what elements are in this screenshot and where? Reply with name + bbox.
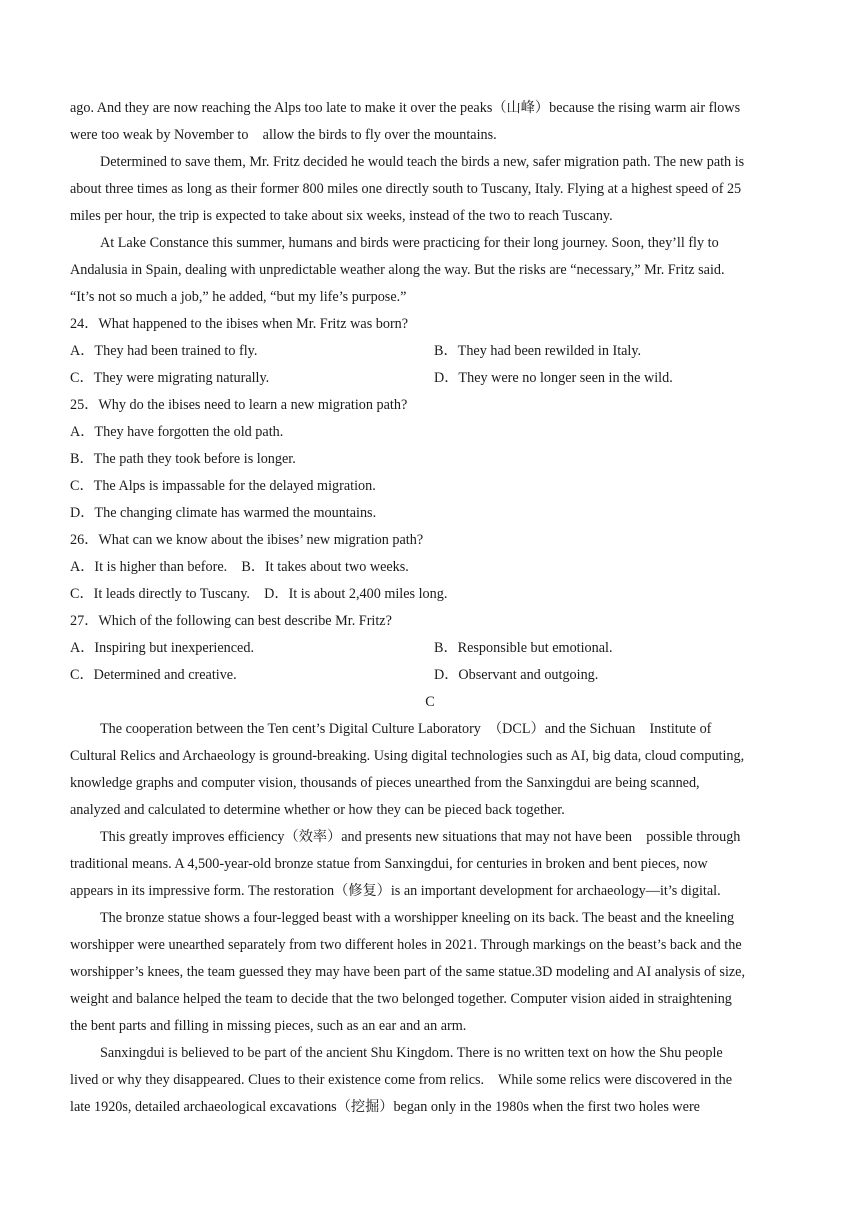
passage-c-line: knowledge graphs and computer vision, thousands of pieces unearthed from the Sanxingdui are being scanned,	[70, 775, 700, 791]
passage-c-paragraph-start: The bronze statue shows a four-legged beast with a worshipper kneeling on its back. The beast and the kneeling	[100, 910, 735, 926]
passage-c-paragraph-start: Sanxingdui is believed to be part of the ancient Shu Kingdom. There is no written text on how the Shu people	[100, 1045, 723, 1061]
question-26-options-ab: A．It is higher than before. B．It takes about two weeks.	[70, 559, 409, 575]
question-27-option-d: D．Observant and outgoing.	[434, 667, 599, 683]
question-24-option-a: A．They had been trained to fly.	[70, 343, 258, 359]
passage-b-line: ago. And they are now reaching the Alps too late to make it over the peaks（山峰）because the rising warm air flows	[70, 100, 741, 116]
passage-b-line: Andalusia in Spain, dealing with unpredictable weather along the way. But the risks are “necessary,” Mr. Fritz said.	[70, 262, 725, 278]
question-26-stem: 26．What can we know about the ibises’ new migration path?	[70, 532, 424, 548]
question-27-option-c: C．Determined and creative.	[70, 667, 237, 683]
passage-b-line: were too weak by November to allow the birds to fly over the mountains.	[70, 127, 497, 143]
passage-b-line: miles per hour, the trip is expected to take about six weeks, instead of the two to reach Tuscany.	[70, 208, 613, 224]
passage-c-paragraph-start: The cooperation between the Ten cent’s Digital Culture Laboratory （DCL）and the Sichuan Institute of	[100, 721, 712, 737]
passage-c-line: appears in its impressive form. The restoration（修复）is an important development for archaeology—it’s digital.	[70, 883, 721, 899]
passage-b-line: about three times as long as their former 800 miles one directly south to Tuscany, Italy. Flying at a highest speed of 25	[70, 181, 742, 197]
passage-c-line: the bent parts and filling in missing pieces, such as an ear and an arm.	[70, 1018, 467, 1034]
passage-b-paragraph-start: At Lake Constance this summer, humans and birds were practicing for their long journey. Soon, they’ll fly to	[100, 235, 719, 251]
passage-c-line: worshipper were unearthed separately from two different holes in 2021. Through markings on the beast’s back and the	[70, 937, 742, 953]
passage-c-paragraph-start: This greatly improves efficiency（效率）and presents new situations that may not have been possible through	[100, 829, 741, 845]
section-c-heading: C	[425, 694, 435, 710]
passage-c-line: late 1920s, detailed archaeological excavations（挖掘）began only in the 1980s when the first two holes were	[70, 1099, 700, 1115]
question-24-option-c: C．They were migrating naturally.	[70, 370, 270, 386]
question-27-option-b: B．Responsible but emotional.	[434, 640, 613, 656]
question-25-option-a: A．They have forgotten the old path.	[70, 424, 284, 440]
question-27-stem: 27．Which of the following can best describe Mr. Fritz?	[70, 613, 392, 629]
question-25-option-b: B．The path they took before is longer.	[70, 451, 296, 467]
question-26-options-cd: C．It leads directly to Tuscany. D．It is about 2,400 miles long.	[70, 586, 448, 602]
question-25-stem: 25．Why do the ibises need to learn a new migration path?	[70, 397, 408, 413]
question-24-option-b: B．They had been rewilded in Italy.	[434, 343, 642, 359]
passage-c-line: worshipper’s knees, the team guessed they may have been part of the same statue.3D modeling and AI analysis of size,	[70, 964, 746, 980]
passage-c-line: lived or why they disappeared. Clues to their existence come from relics. While some relics were discovered in the	[70, 1072, 732, 1088]
question-25-option-c: C．The Alps is impassable for the delayed migration.	[70, 478, 376, 494]
passage-c-line: analyzed and calculated to determine whether or how they can be pieced back together.	[70, 802, 565, 818]
passage-c-line: traditional means. A 4,500-year-old bronze statue from Sanxingdui, for centuries in broken and bent pieces, now	[70, 856, 708, 872]
question-27-option-a: A．Inspiring but inexperienced.	[70, 640, 254, 656]
passage-b-line: “It’s not so much a job,” he added, “but my life’s purpose.”	[70, 289, 407, 305]
question-24-option-d: D．They were no longer seen in the wild.	[434, 370, 673, 386]
passage-c-line: weight and balance helped the team to decide that the two belonged together. Computer vision aided in straightening	[70, 991, 732, 1007]
passage-c-line: Cultural Relics and Archaeology is ground-breaking. Using digital technologies such as AI, big data, cloud computing,	[70, 748, 745, 764]
question-24-stem: 24．What happened to the ibises when Mr. Fritz was born?	[70, 316, 409, 332]
question-25-option-d: D．The changing climate has warmed the mountains.	[70, 505, 377, 521]
passage-b-paragraph-start: Determined to save them, Mr. Fritz decided he would teach the birds a new, safer migration path. The new path is	[100, 154, 745, 170]
